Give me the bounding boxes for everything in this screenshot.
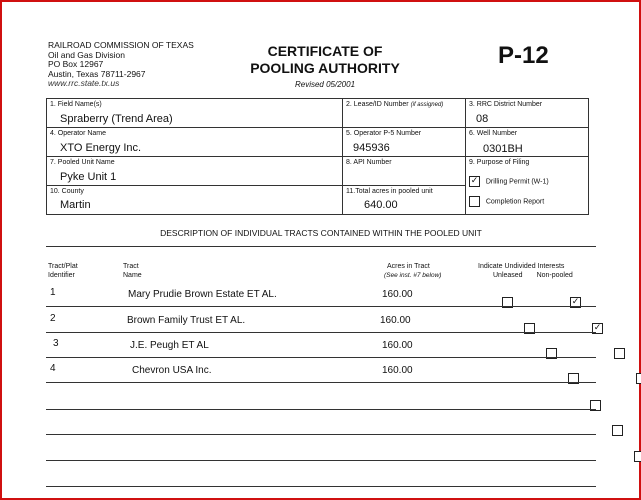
- pooled-unit-label: 7. Pooled Unit Name: [50, 159, 115, 166]
- total-acres-label: 11.Total acres in pooled unit: [346, 188, 433, 195]
- row-divider: [46, 434, 596, 435]
- nonpooled-checkbox[interactable]: [636, 373, 641, 384]
- row-divider: [46, 332, 596, 333]
- purpose-of-filing-cell: [466, 157, 589, 215]
- row-divider: [46, 357, 596, 358]
- divider: [46, 246, 596, 247]
- tract-identifier: 3: [53, 338, 59, 349]
- row-divider: [46, 306, 596, 307]
- col-header-acres: Acres in Tract (See inst. #7 below): [384, 263, 442, 279]
- county-value: Martin: [60, 199, 91, 211]
- tract-acres: 160.00: [380, 315, 411, 326]
- agency-website[interactable]: www.rrc.state.tx.us: [48, 78, 120, 88]
- tract-name: J.E. Peugh ET AL: [130, 340, 209, 351]
- row-divider: [46, 486, 596, 487]
- col-header-undivided-interests: Indicate Undivided Interests Unleased Non-pooled: [478, 263, 573, 279]
- check-icon: ✓: [571, 296, 580, 307]
- field-name-cell[interactable]: [47, 99, 343, 128]
- tract-name: Brown Family Trust ET AL.: [127, 315, 246, 326]
- tract-acres: 160.00: [382, 365, 413, 376]
- form-title-line1: CERTIFICATE OF: [267, 43, 383, 59]
- operator-name-label: 4. Operator Name: [50, 130, 107, 137]
- county-cell[interactable]: [47, 186, 343, 215]
- agency-block: [48, 41, 194, 89]
- unleased-checkbox[interactable]: [634, 451, 641, 462]
- header-field-grid: [46, 98, 589, 215]
- total-acres-value: 640.00: [364, 199, 398, 211]
- completion-report-label: Completion Report: [485, 198, 545, 206]
- unleased-checkbox[interactable]: [612, 425, 623, 436]
- api-number-label: 8. API Number: [346, 159, 392, 166]
- operator-name-cell[interactable]: [47, 128, 343, 157]
- api-number-cell[interactable]: [343, 157, 466, 186]
- operator-p5-label: 5. Operator P-5 Number: [346, 130, 422, 137]
- tract-identifier: 4: [50, 363, 56, 374]
- agency-city: Austin, Texas 78711-2967: [48, 68, 146, 79]
- nonpooled-checkbox[interactable]: [614, 348, 625, 359]
- agency-po-box: PO Box 12967: [48, 59, 104, 69]
- operator-name-value: XTO Energy Inc.: [60, 142, 142, 154]
- row-divider: [46, 409, 596, 410]
- lease-id-cell[interactable]: [343, 99, 466, 128]
- operator-p5-cell[interactable]: [343, 128, 466, 157]
- form-title-line2: POOLING AUTHORITY: [250, 60, 400, 76]
- rrc-district-value: 08: [476, 113, 489, 125]
- operator-p5-value: 945936: [353, 142, 390, 154]
- tract-name: Chevron USA Inc.: [132, 365, 212, 376]
- field-name-value: Spraberry (Trend Area): [60, 113, 173, 125]
- well-number-label: 6. Well Number: [469, 130, 518, 137]
- completion-report-checkbox[interactable]: [469, 196, 480, 207]
- form-number: P-12: [498, 42, 549, 69]
- agency-name: RAILROAD COMMISSION OF TEXAS: [48, 40, 194, 50]
- tract-acres: 160.00: [382, 340, 413, 351]
- tract-name: Mary Prudie Brown Estate ET AL.: [128, 289, 277, 300]
- revised-date: Revised 05/2001: [294, 80, 356, 89]
- row-divider: [46, 382, 596, 383]
- pooled-unit-cell[interactable]: [47, 157, 343, 186]
- tract-identifier: 1: [50, 287, 56, 298]
- purpose-label: 9. Purpose of Filing: [469, 159, 530, 166]
- check-icon: ✓: [593, 322, 602, 333]
- agency-division: Oil and Gas Division: [48, 49, 126, 60]
- completion-report-option[interactable]: [469, 196, 544, 207]
- col-header-tract-name: Tract Name: [123, 263, 142, 279]
- county-label: 10. County: [50, 188, 84, 195]
- pooled-unit-value: Pyke Unit 1: [60, 171, 117, 183]
- tract-acres: 160.00: [382, 289, 413, 300]
- well-number-value: 0301BH: [483, 143, 523, 155]
- rrc-district-label: 3. RRC District Number: [469, 101, 543, 108]
- drilling-permit-option[interactable]: [469, 176, 549, 187]
- total-acres-cell[interactable]: [343, 186, 466, 215]
- row-divider: [46, 460, 596, 461]
- drilling-permit-label: Drilling Permit (W-1): [485, 178, 549, 186]
- field-name-label: 1. Field Name(s): [50, 101, 102, 108]
- lease-id-label: 2. Lease/ID Number (if assigned): [346, 101, 444, 108]
- drilling-permit-checkbox[interactable]: [469, 176, 480, 187]
- col-header-identifier: Tract/Plat Identifier: [48, 263, 78, 279]
- rrc-district-cell[interactable]: [466, 99, 589, 128]
- tracts-section-title: DESCRIPTION OF INDIVIDUAL TRACTS CONTAINED WITHIN THE POOLED UNIT: [160, 228, 482, 238]
- form-title: [200, 43, 450, 77]
- check-icon: ✓: [470, 175, 479, 185]
- tract-identifier: 2: [50, 313, 56, 324]
- well-number-cell[interactable]: [466, 128, 589, 157]
